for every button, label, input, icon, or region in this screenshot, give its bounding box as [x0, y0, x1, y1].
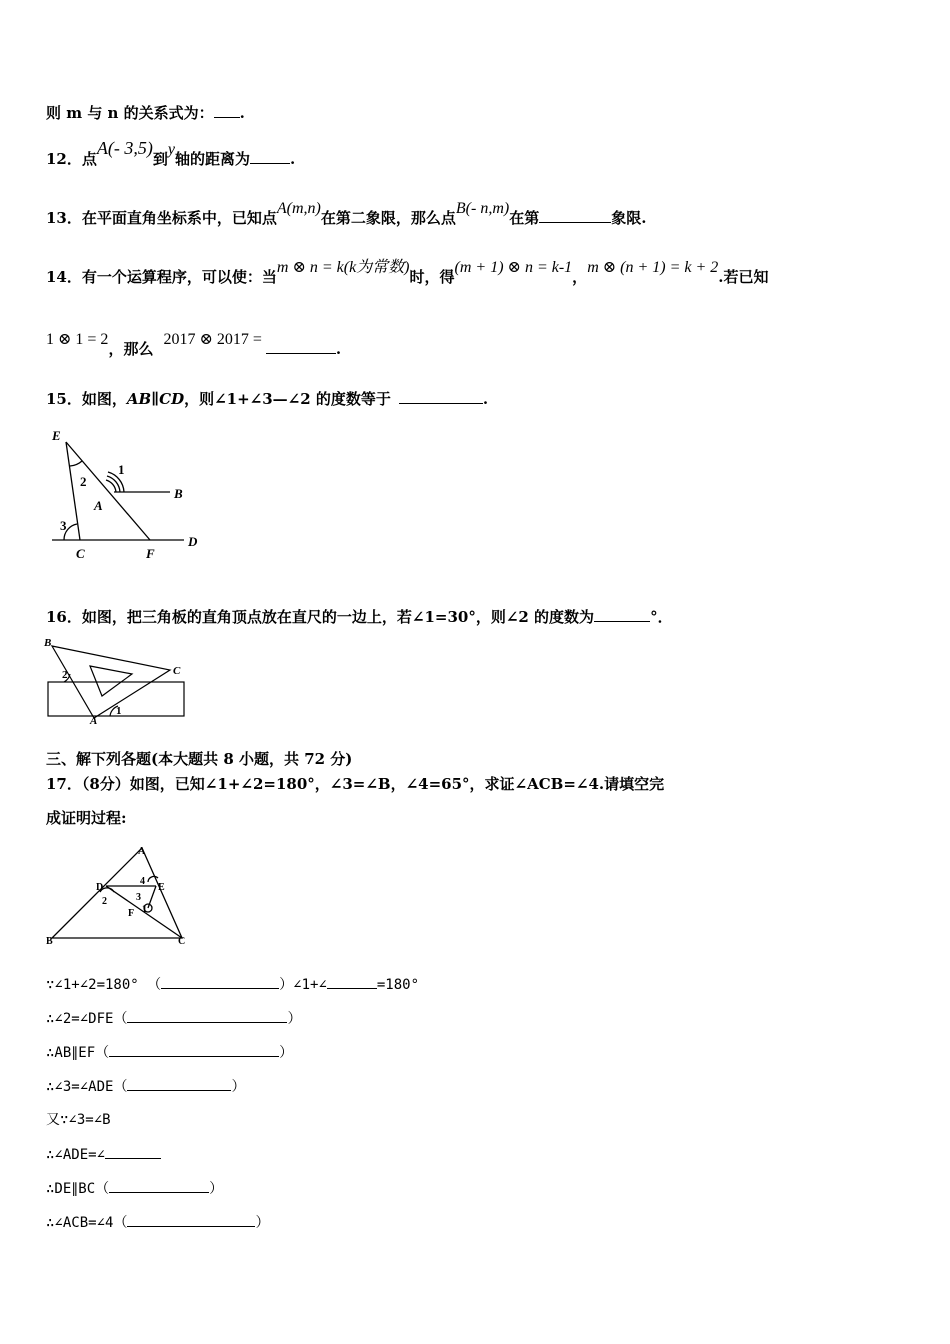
- proof-1-paren-open: （: [147, 977, 162, 993]
- q17-line1: 17．（8分）如图，已知∠1+∠2=180°，∠3=∠B，∠4=65°，求证∠ACB=∠4.请填空完: [46, 775, 665, 793]
- q12-mid: 到: [152, 150, 168, 168]
- q11-end: .: [239, 104, 245, 122]
- question-15: [46, 389, 488, 409]
- reason-blank[interactable]: [161, 974, 279, 989]
- label-c: C: [178, 936, 186, 947]
- reason-blank[interactable]: [127, 1076, 231, 1091]
- q13-tail: 在第: [509, 209, 540, 227]
- question-17: [46, 774, 664, 794]
- label-e: E: [52, 428, 61, 443]
- proof-1-paren-close: ）: [279, 977, 294, 993]
- label-1: 1: [116, 705, 122, 717]
- answer-blank[interactable]: [214, 103, 240, 118]
- q15-text: ，则∠1+∠3—∠2 的度数等于: [184, 390, 391, 408]
- proof-line-7: [46, 1178, 223, 1199]
- label-a: A: [94, 498, 103, 513]
- proof-line-8: [46, 1212, 269, 1233]
- proof-8-pre: ∴∠ACB=∠4: [46, 1215, 114, 1231]
- label-1: 1: [118, 462, 125, 477]
- proof-7-pre: ∴DE∥BC: [46, 1181, 96, 1197]
- proof-8-paren-open: （: [113, 1215, 128, 1231]
- answer-blank[interactable]: [594, 607, 650, 622]
- reason-blank[interactable]: [109, 1178, 209, 1193]
- proof-3-paren-open: （: [95, 1045, 110, 1061]
- q14-comma: ，: [572, 268, 588, 286]
- q15-number: 15．如图，: [46, 390, 127, 408]
- q12-tail: 轴的距离为: [174, 150, 250, 168]
- label-a: A: [90, 715, 98, 726]
- q14-expr3: m ⊗ (n + 1) = k + 2: [587, 259, 719, 276]
- q13-point-b: B(- n,m): [455, 200, 510, 217]
- label-b: B: [174, 486, 183, 501]
- label-2: 2: [102, 896, 107, 907]
- question-16: [46, 607, 673, 627]
- q15-parallel: AB∥CD: [126, 390, 185, 408]
- q11-tail: [46, 103, 245, 123]
- q13-number: 13．在平面直角坐标系中，已知点: [46, 209, 277, 227]
- proof-3-paren-close: ）: [279, 1045, 294, 1061]
- proof-8-paren-close: ）: [255, 1215, 270, 1231]
- q13-end: 象限.: [611, 209, 647, 227]
- label-f: F: [146, 546, 155, 561]
- q12-point: A(- 3,5): [96, 138, 153, 158]
- proof-2-paren-open: （: [113, 1011, 128, 1027]
- label-4: 4: [140, 876, 145, 887]
- proof-line-5: [46, 1110, 111, 1130]
- reason-blank[interactable]: [127, 1008, 287, 1023]
- q14-line2-expr2: 2017 ⊗ 2017 =: [163, 331, 262, 348]
- proof-line-6: [46, 1144, 161, 1165]
- label-e: E: [158, 882, 165, 893]
- answer-blank[interactable]: [105, 1144, 161, 1159]
- proof-line-2: [46, 1008, 301, 1029]
- question-12: [46, 138, 296, 170]
- proof-6-pre: ∴∠ADE=∠: [46, 1147, 106, 1163]
- label-2: 2: [80, 474, 87, 489]
- question-17-line2: [46, 808, 127, 828]
- answer-blank[interactable]: [327, 974, 377, 989]
- proof-line-3: [46, 1042, 293, 1063]
- question-13: [46, 200, 647, 229]
- q14-expr1: m ⊗ n = k(k为常数): [276, 259, 410, 276]
- question-14: [46, 259, 769, 288]
- q14-expr2: (m + 1) ⊗ n = k-1: [454, 259, 573, 276]
- q15-end: .: [482, 390, 489, 408]
- q11-text: 则 m 与 n 的关系式为：: [46, 104, 214, 122]
- q12-axis: y: [167, 141, 175, 158]
- proof-4-pre: ∴∠3=∠ADE: [46, 1079, 114, 1095]
- q17-line2: 成证明过程:: [46, 809, 127, 827]
- proof-4-paren-open: （: [113, 1079, 128, 1095]
- q14-line2-expr: 1 ⊗ 1 = 2: [46, 331, 109, 348]
- proof-3-pre: ∴AB∥EF: [46, 1045, 96, 1061]
- answer-blank[interactable]: [266, 339, 336, 354]
- q14-mid: 时，得: [409, 268, 455, 286]
- q15-figure: [44, 424, 214, 564]
- q14-tail: .若已知: [718, 268, 769, 286]
- angle-2-arc: [70, 461, 82, 466]
- label-f: F: [128, 908, 135, 919]
- triangle-inner: [90, 666, 132, 696]
- reason-blank[interactable]: [127, 1212, 255, 1227]
- proof-1-mid: ∠1+∠: [293, 977, 327, 993]
- reason-blank[interactable]: [109, 1042, 279, 1057]
- section-3-title: [46, 749, 352, 769]
- section-3-text: 三、解下列各题(本大题共 8 小题，共 72 分): [46, 750, 353, 768]
- proof-2-paren-close: ）: [287, 1011, 302, 1027]
- q13-point-a: A(m,n): [276, 200, 321, 217]
- label-a: A: [138, 846, 146, 857]
- q14-end: .: [335, 340, 342, 358]
- label-3: 3: [60, 518, 67, 533]
- q16-text: 16．如图，把三角板的直角顶点放在直尺的一边上，若∠1=30°，则∠2 的度数为: [46, 608, 595, 626]
- label-2: 2: [62, 669, 68, 681]
- proof-7-paren-open: （: [95, 1181, 110, 1197]
- label-d: D: [188, 534, 198, 549]
- proof-2-pre: ∴∠2=∠DFE: [46, 1011, 114, 1027]
- q16-end: °．: [650, 608, 673, 626]
- proof-4-paren-close: ）: [231, 1079, 246, 1095]
- proof-7-paren-close: ）: [209, 1181, 224, 1197]
- proof-1-pre: ∵∠1+∠2=180°: [46, 977, 139, 993]
- q14-number: 14．有一个运算程序，可以使：当: [46, 268, 277, 286]
- label-1: 1: [142, 904, 147, 915]
- line-ef: [66, 442, 150, 540]
- label-d: D: [96, 882, 104, 893]
- q17-figure: [44, 842, 194, 950]
- proof-line-1: [46, 974, 419, 995]
- label-3: 3: [136, 892, 141, 903]
- label-b: B: [44, 637, 52, 649]
- proof-1-end: =180°: [376, 977, 420, 993]
- label-c: C: [76, 546, 85, 561]
- label-b: B: [46, 936, 53, 947]
- question-14-line2: [46, 331, 342, 360]
- q12-end: .: [290, 150, 296, 168]
- label-c: C: [173, 665, 181, 677]
- q12-number: 12．点: [46, 150, 97, 168]
- proof-line-4: [46, 1076, 245, 1097]
- q14-line2-mid: ，那么: [108, 340, 154, 358]
- proof-5-pre: 又∵∠3=∠B: [46, 1112, 111, 1128]
- q13-mid: 在第二象限，那么点: [320, 209, 456, 227]
- q16-figure: [42, 634, 192, 726]
- answer-blank[interactable]: [539, 208, 611, 223]
- answer-blank[interactable]: [250, 149, 290, 164]
- answer-blank[interactable]: [399, 389, 483, 404]
